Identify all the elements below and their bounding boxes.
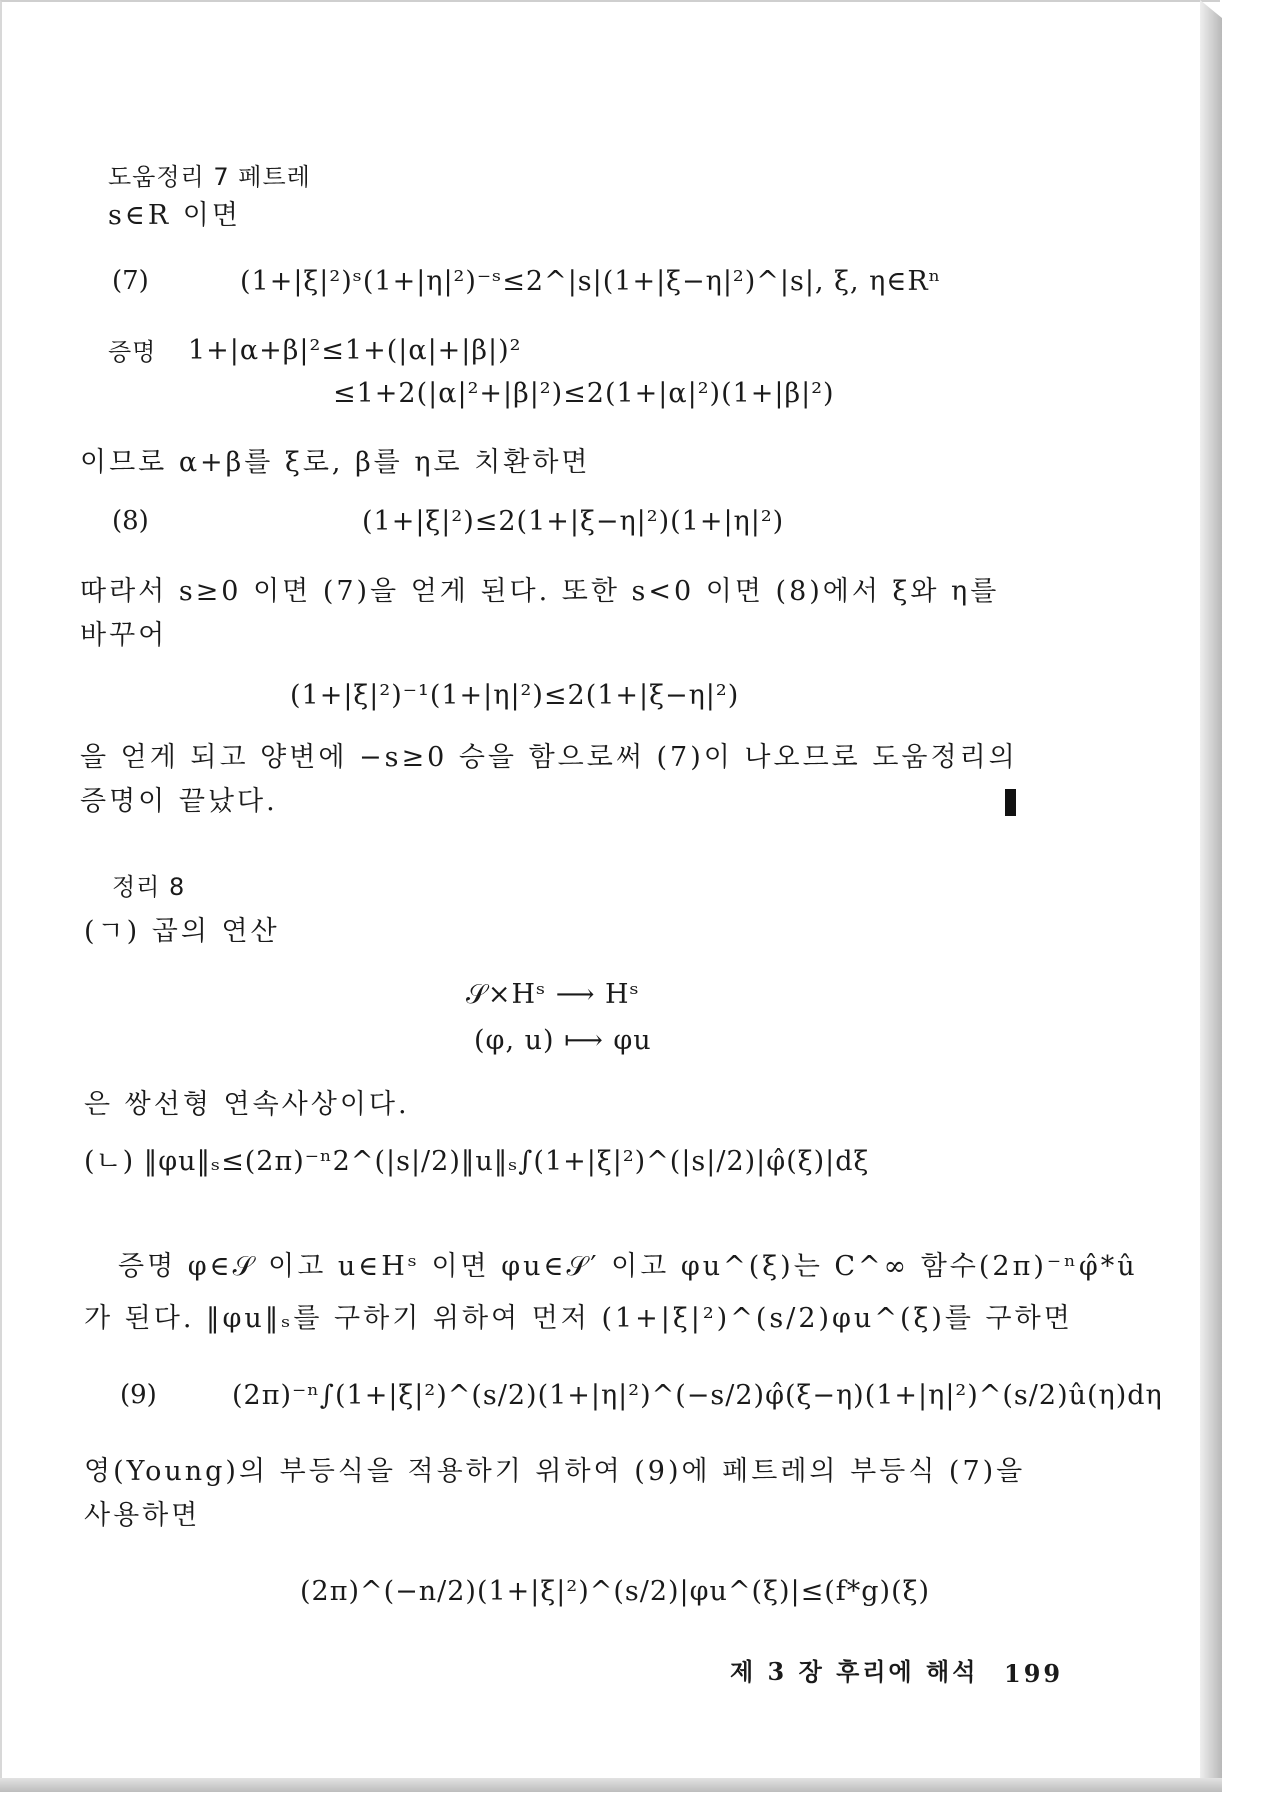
equation-swapped: (1+|ξ|²)⁻¹(1+|η|²)≤2(1+|ξ−η|²) bbox=[290, 680, 740, 711]
paragraph-line-4: 증명이 끝났다. bbox=[80, 786, 278, 817]
proof-line-2: ≤1+2(|α|²+|β|²)≤2(1+|α|²)(1+|β|²) bbox=[333, 378, 835, 409]
qed-mark bbox=[1005, 789, 1016, 816]
page-number: 199 bbox=[1004, 1659, 1064, 1688]
paragraph-line-1: 따라서 s≥0 이면 (7)을 얻게 된다. 또한 s<0 이면 (8)에서 ξ와 η를 bbox=[80, 576, 1000, 607]
equation-9: (2π)⁻ⁿ∫(1+|ξ|²)^(s/2)(1+|η|²)^(−s/2)φ̂(ξ−η)(1+|η|²)^(s/2)û(η)dη bbox=[232, 1380, 1163, 1411]
equation-final: (2π)^(−n/2)(1+|ξ|²)^(s/2)|φu^(ξ)|≤(f*g)(ξ) bbox=[300, 1576, 931, 1607]
theorem-part-b: (ㄴ) ‖φu‖ₛ≤(2π)⁻ⁿ2^(|s|/2)‖u‖ₛ∫(1+|ξ|²)^(|s|/2)|φ̂(ξ)|dξ bbox=[84, 1146, 870, 1177]
equation-8: (1+|ξ|²)≤2(1+|ξ−η|²)(1+|η|²) bbox=[362, 506, 785, 537]
mapping-line-1: 𝒮×Hˢ ⟶ Hˢ bbox=[466, 979, 640, 1010]
paragraph-line-2: 바꾸어 bbox=[80, 620, 168, 651]
paragraph-substitution: 이므로 α+β를 ξ로, β를 η로 치환하면 bbox=[80, 447, 591, 478]
page-edge-bottom bbox=[0, 1778, 1222, 1792]
lemma-heading: 도움정리 7 페트레 bbox=[108, 163, 311, 191]
theorem-part-a-label: (ㄱ) 곱의 연산 bbox=[84, 916, 280, 947]
running-footer-chapter: 제 3 장 후리에 해석 bbox=[730, 1657, 979, 1686]
mapping-line-2: (φ, u) ⟼ φu bbox=[474, 1025, 652, 1056]
proof2-line-1: 증명 φ∈𝒮 이고 u∈Hˢ 이면 φu∈𝒮′ 이고 φu^(ξ)는 C^∞ 함수(2π)⁻ⁿφ̂*û bbox=[118, 1251, 1138, 1282]
theorem-part-a-text: 은 쌍선형 연속사상이다. bbox=[84, 1089, 410, 1120]
theorem-heading: 정리 8 bbox=[112, 873, 186, 901]
page-edge-right bbox=[1200, 0, 1222, 1790]
proof-line-1: 1+|α+β|²≤1+(|α|+|β|)² bbox=[188, 335, 522, 366]
lemma-condition: s∈R 이면 bbox=[108, 200, 241, 231]
equation-number-9: (9) bbox=[120, 1380, 157, 1410]
paragraph-young-2: 사용하면 bbox=[84, 1500, 201, 1531]
proof-label: 증명 bbox=[108, 338, 157, 366]
paragraph-young-1: 영(Young)의 부등식을 적용하기 위하여 (9)에 페트레의 부등식 (7)을 bbox=[84, 1456, 1026, 1487]
equation-number-8: (8) bbox=[112, 506, 149, 536]
paragraph-line-3: 을 얻게 되고 양변에 −s≥0 승을 함으로써 (7)이 나오므로 도움정리의 bbox=[80, 742, 1018, 773]
equation-7: (1+|ξ|²)ˢ(1+|η|²)⁻ˢ≤2^|s|(1+|ξ−η|²)^|s|, ξ, η∈Rⁿ bbox=[240, 266, 942, 297]
equation-number-7: (7) bbox=[112, 266, 149, 296]
proof2-line-2: 가 된다. ‖φu‖ₛ를 구하기 위하여 먼저 (1+|ξ|²)^(s/2)φu^(ξ)를 구하면 bbox=[84, 1303, 1073, 1334]
